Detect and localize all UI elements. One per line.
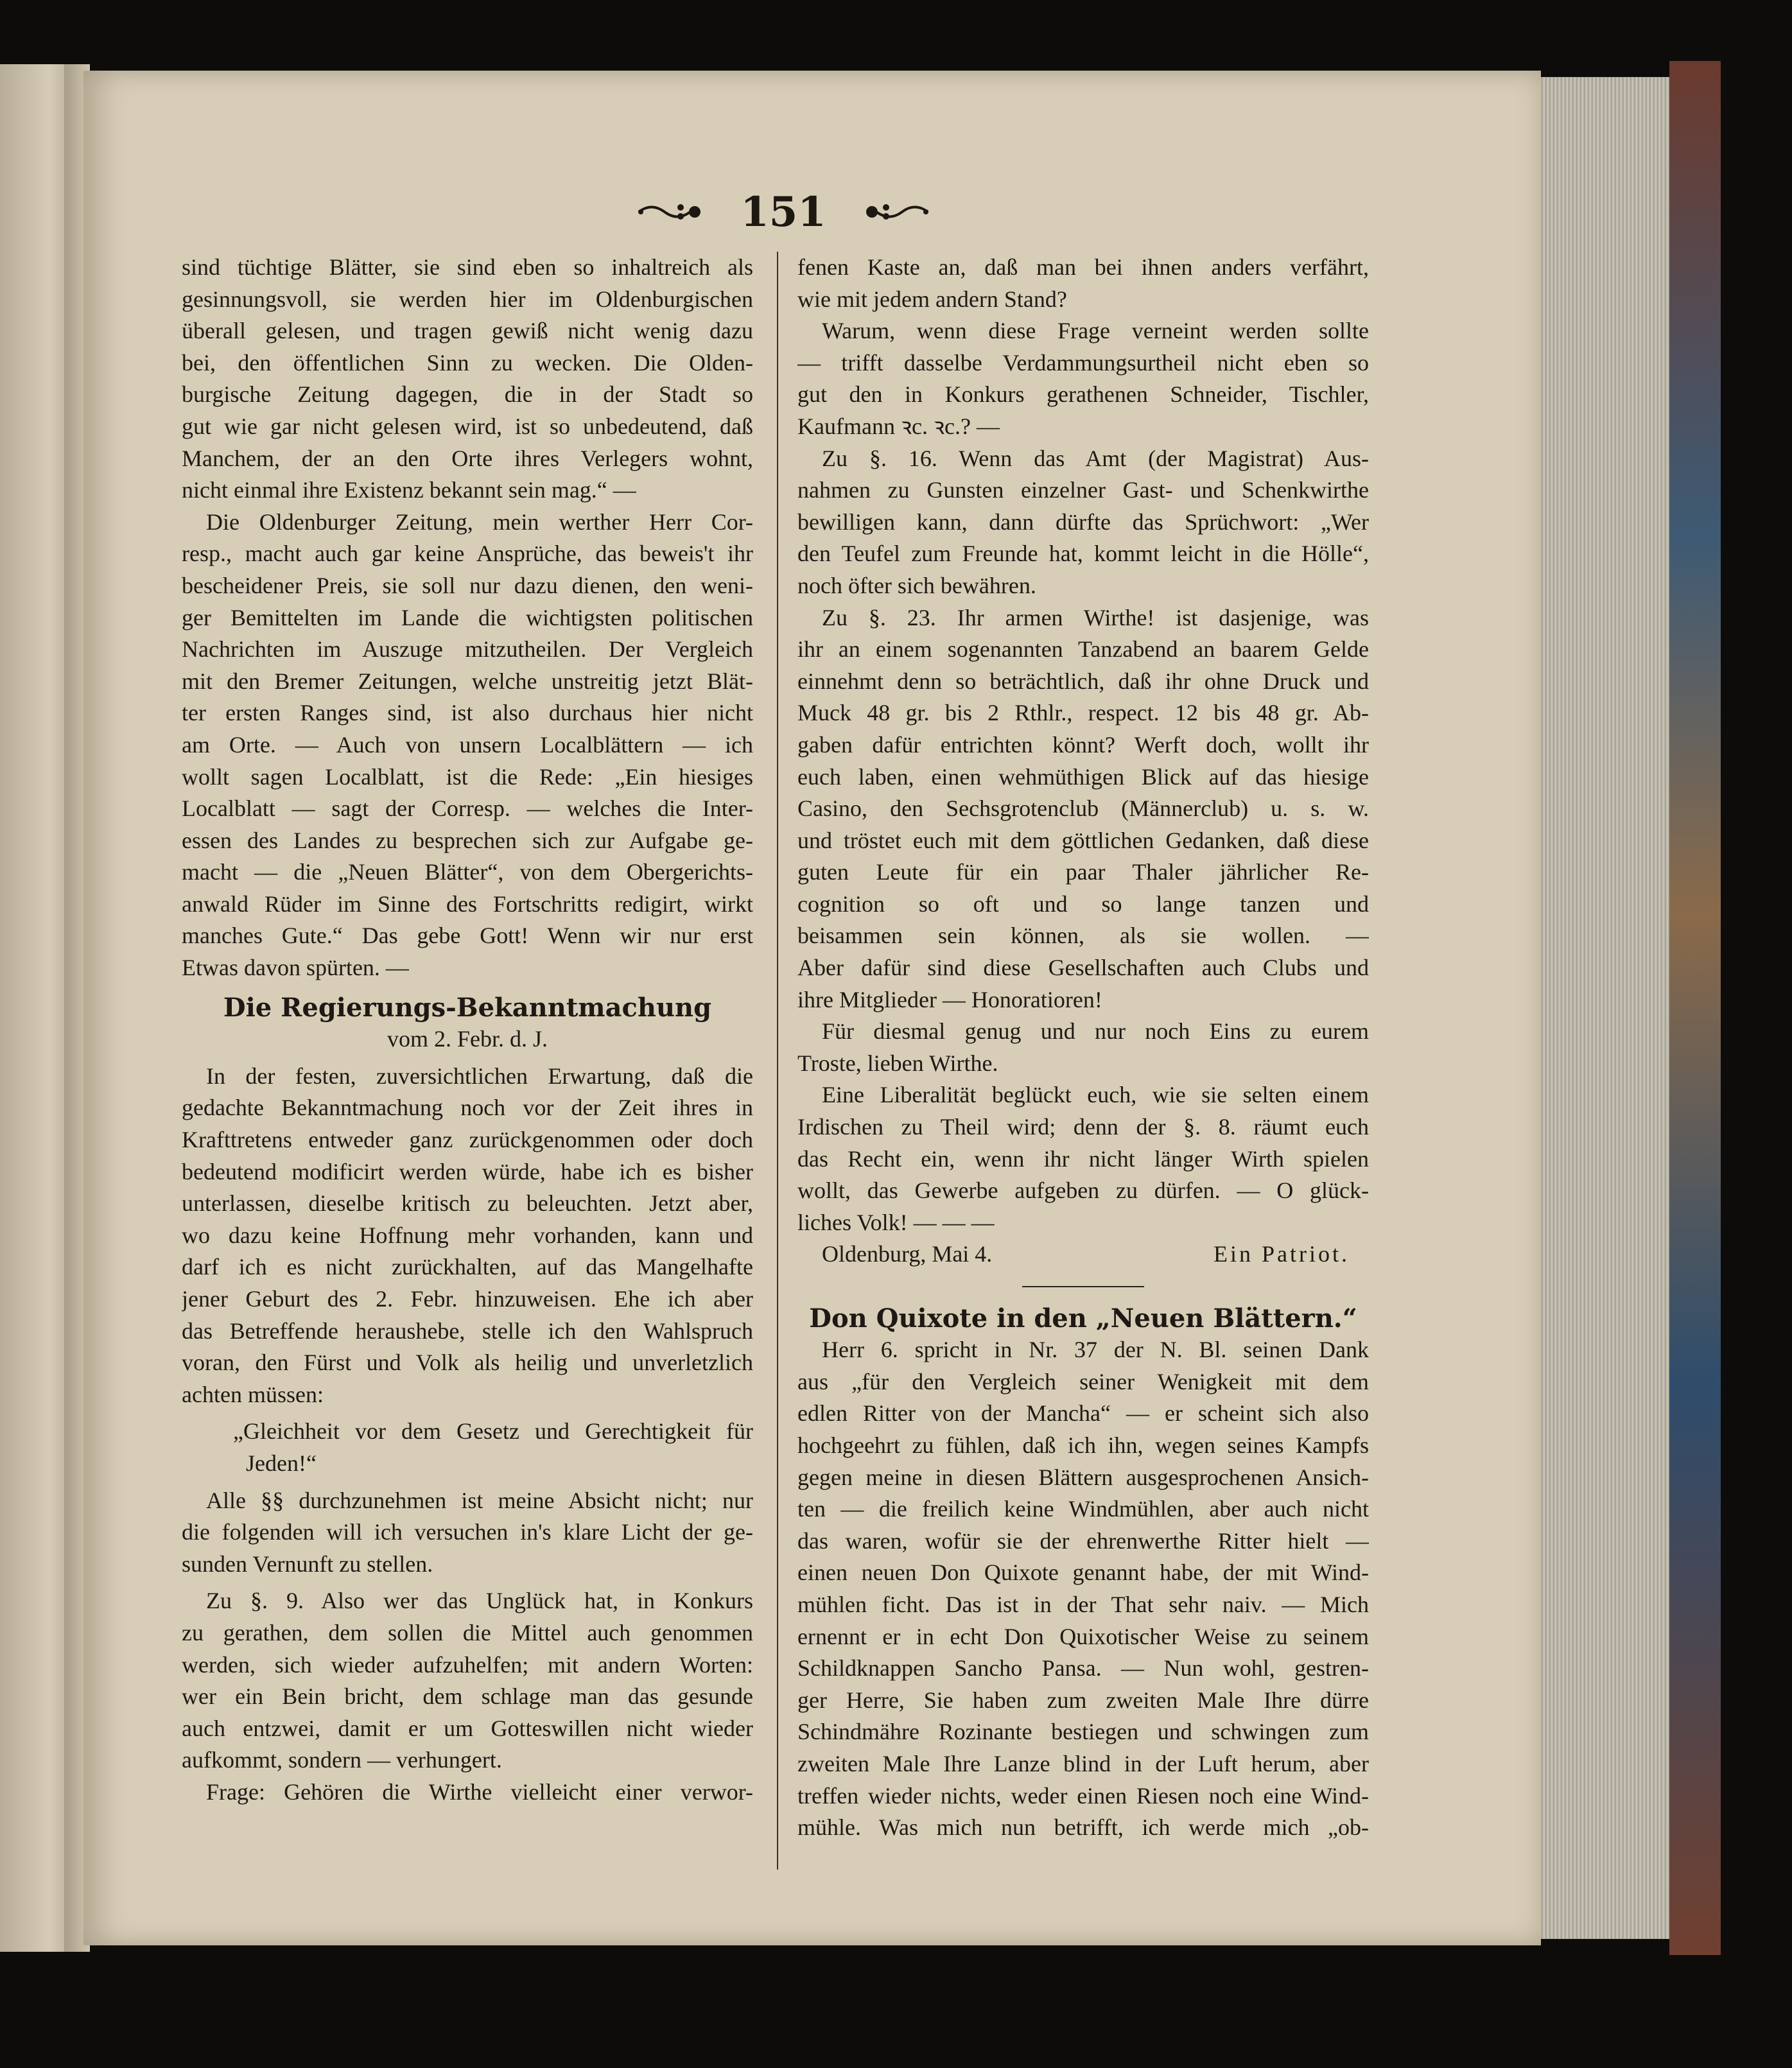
text-line: nahmen zu Gunsten einzelner Gast- und Schenkwirthe — [797, 477, 1369, 503]
text-line: werden, sich wieder aufzuhelfen; mit andern Worten: — [182, 1651, 753, 1678]
text-line: jener Geburt des 2. Febr. hinzuweisen. Ehe ich aber — [182, 1286, 753, 1312]
text-line: Nachrichten im Auszuge mitzutheilen. Der Vergleich — [182, 636, 753, 663]
text-line: Alle §§ durchzunehmen ist meine Absicht nicht; nur — [206, 1487, 753, 1513]
text-line: ten — die freilich keine Windmühlen, aber auch nicht — [797, 1496, 1369, 1522]
section-rule — [797, 1271, 1369, 1303]
text-line: cognition so oft und so lange tanzen und — [797, 891, 1369, 917]
text-line: gesinnungsvoll, sie werden hier im Oldenburgischen — [182, 286, 753, 312]
text-line: die folgenden will ich versuchen in's klare Licht der ge- — [182, 1519, 753, 1545]
text-line: Die Oldenburger Zeitung, mein werther Herr Cor- — [206, 508, 753, 535]
text-line: unterlassen, dieselbe kritisch zu beleuchten. Jetzt aber, — [182, 1190, 753, 1217]
text-line: aufkommt, sondern — verhungert. — [182, 1747, 502, 1773]
paragraph — [182, 252, 753, 507]
text-line: Zu §. 16. Wenn das Amt (der Magistrat) Aus- — [822, 445, 1369, 471]
text-line: fenen Kaste an, daß man bei ihnen anders verfährt, — [797, 254, 1369, 280]
paragraph — [797, 1334, 1369, 1844]
text-line: am Orte. — Auch von unsern Localblättern — ich — [182, 731, 753, 758]
text-line: Localblatt — sagt der Corresp. — welches die Inter- — [182, 795, 753, 822]
text-line: Irdischen zu Theil wird; denn der §. 8. räumt euch — [797, 1114, 1369, 1140]
text-line: einen neuen Don Quixote genannt habe, der mit Wind- — [797, 1560, 1369, 1586]
paragraph — [797, 252, 1369, 315]
text-line: den Teufel zum Freunde hat, kommt leicht in die Hölle“, — [797, 541, 1369, 567]
text-line: ger Bemittelten im Lande die wichtigsten politischen — [182, 604, 753, 630]
text-line: bescheidener Preis, sie soll nur dazu dienen, den weni- — [182, 572, 753, 598]
text-line: Manchem, der an den Orte ihres Verlegers wohnt, — [182, 445, 753, 471]
text-line: darf ich es nicht zurückhalten, auf das Mangelhafte — [182, 1254, 753, 1280]
text-line: das waren, wofür sie der ehrenwerthe Ritter hielt — — [797, 1527, 1369, 1554]
signature-author: Ein Patriot. — [1214, 1241, 1350, 1267]
text-line: — trifft dasselbe Verdammungsurtheil nicht eben so — [797, 349, 1369, 376]
text-line: bedeutend modificirt werden würde, habe ich es bisher — [182, 1158, 753, 1185]
text-line: ter ersten Ranges sind, ist also durchaus hier nicht — [182, 700, 753, 726]
paragraph — [182, 1585, 753, 1777]
text-line: hochgeehrt zu fühlen, daß ich ihn, wegen seines Kampfs — [797, 1432, 1369, 1458]
text-line: edlen Ritter von der Mancha“ — er scheint sich also — [797, 1400, 1369, 1427]
text-line: zu gerathen, dem sollen die Mittel auch genommen — [182, 1619, 753, 1646]
signature-place: Oldenburg, Mai 4. — [822, 1241, 993, 1267]
text-line: gaben dafür entrichten könnt? Werft doch, wollt ihr — [797, 731, 1369, 758]
text-line: Für diesmal genug und nur noch Eins zu eurem — [822, 1018, 1369, 1045]
text-line: Krafttretens entweder ganz zurückgenommen oder doch — [182, 1127, 753, 1153]
text-line: gut wie gar nicht gelesen wird, ist so unbedeutend, daß — [182, 413, 753, 439]
text-line: Zu §. 9. Also wer das Unglück hat, in Konkurs — [206, 1588, 753, 1614]
text-line: mühle. Was mich nun betrifft, ich werde mich „ob- — [797, 1814, 1369, 1841]
text-line: zweiten Male Ihre Lanze blind in der Luft herum, aber — [797, 1750, 1369, 1777]
paragraph — [182, 507, 753, 984]
text-line: und tröstet euch mit dem göttlichen Gedanken, daß diese — [797, 827, 1369, 853]
text-line: bewilligen kann, dann dürfte das Sprüchwort: „Wer — [797, 508, 1369, 535]
text-line: überall gelesen, und tragen gewiß nicht wenig dazu — [182, 318, 753, 344]
text-line: „Gleichheit vor dem Gesetz und Gerechtigkeit für — [233, 1418, 753, 1445]
text-line: ernennt er in echt Don Quixotischer Weise zu seinem — [797, 1623, 1369, 1649]
paragraph — [182, 1061, 753, 1411]
text-line: manches Gute.“ Das gebe Gott! Wenn wir nur erst — [182, 923, 753, 949]
text-line: Frage: Gehören die Wirthe vielleicht einer verwor- — [206, 1778, 753, 1805]
paragraph — [797, 443, 1369, 602]
left-ornament-icon — [636, 196, 706, 228]
text-line: voran, den Fürst und Volk als heilig und unverletzlich — [182, 1350, 753, 1376]
text-line: treffen wieder nichts, weder einen Riesen noch eine Wind- — [797, 1782, 1369, 1809]
article-heading: Don Quixote in den „Neuen Blättern.“ — [809, 1303, 1357, 1334]
text-line: Schindmähre Rozinante bestiegen und schwingen zum — [797, 1719, 1369, 1745]
text-line: sunden Vernunft zu stellen. — [182, 1551, 433, 1577]
text-line: gedachte Bekanntmachung noch vor der Zeit ihres in — [182, 1095, 753, 1121]
text-line: sind tüchtige Blätter, sie sind eben so inhaltreich als — [182, 254, 753, 280]
text-line: Herr 6. spricht in Nr. 37 der N. Bl. seinen Dank — [822, 1337, 1369, 1363]
text-line: Zu §. 23. Ihr armen Wirthe! ist dasjenige, was — [822, 604, 1369, 630]
text-line: wie mit jedem andern Stand? — [797, 286, 1067, 312]
text-line: noch öfter sich bewähren. — [797, 572, 1036, 598]
text-line: Schildknappen Sancho Pansa. — Nun wohl, gestren- — [797, 1655, 1369, 1681]
text-line: macht — die „Neuen Blätter“, von dem Obergerichts- — [182, 859, 753, 885]
text-line: Eine Liberalität beglückt euch, wie sie selten einem — [822, 1082, 1369, 1108]
text-line: auch entzwei, damit er um Gotteswillen nicht wieder — [182, 1715, 753, 1741]
text-line: Aber dafür sind diese Gesellschaften auch Clubs und — [797, 955, 1369, 981]
text-line: ihr an einem sogenannten Tanzabend an baarem Gelde — [797, 636, 1369, 663]
text-line: wer ein Bein bricht, dem schlage man das gesunde — [182, 1683, 753, 1710]
page-block-edges — [1535, 77, 1682, 1939]
article-heading: Die Regierungs-Bekanntmachung — [223, 992, 712, 1023]
text-line: Jeden!“ — [246, 1450, 317, 1476]
text-line: bei, den öffentlichen Sinn zu wecken. Die Olden- — [182, 349, 753, 376]
text-line: nicht einmal ihre Existenz bekannt sein mag.“ — — [182, 477, 636, 503]
page-header — [636, 186, 931, 238]
article-subheading: vom 2. Febr. d. J. — [387, 1026, 548, 1052]
right-ornament-icon — [860, 196, 931, 228]
text-line: wo dazu keine Hoffnung mehr vorhanden, kann und — [182, 1222, 753, 1248]
text-line: das Betreffende heraushebe, stelle ich den Wahlspruch — [182, 1317, 753, 1344]
text-line: aus „für den Vergleich seiner Wenigkeit mit dem — [797, 1368, 1369, 1395]
text-line: mühlen ficht. Das ist in der That sehr naiv. — Mich — [797, 1591, 1369, 1617]
page-number: 151 — [740, 187, 826, 236]
text-line: anwald Rüder im Sinne des Fortschritts redigirt, wirkt — [182, 891, 753, 917]
text-line: achten müssen: — [182, 1381, 324, 1407]
column-divider — [777, 252, 778, 1870]
text-line: Etwas davon spürten. — — [182, 955, 409, 981]
text-line: resp., macht auch gar keine Ansprüche, das beweis't ihr — [182, 541, 753, 567]
left-column — [182, 252, 753, 1809]
text-line: einnehmt denn so beträchtlich, daß ihr ohne Druck und — [797, 668, 1369, 694]
text-line: In der festen, zuversichtlichen Erwartung, daß die — [206, 1063, 753, 1089]
text-line: wollt, das Gewerbe aufgeben zu dürfen. — O glück- — [797, 1177, 1369, 1204]
paragraph — [182, 1777, 753, 1809]
text-line: gut den in Konkurs gerathenen Schneider, Tischler, — [797, 381, 1369, 408]
text-line: wollt sagen Localblatt, ist die Rede: „Ein hiesiges — [182, 763, 753, 790]
text-line: Troste, lieben Wirthe. — [797, 1050, 998, 1076]
quote-block — [182, 1416, 753, 1479]
signature-line — [797, 1238, 1369, 1271]
right-column — [797, 252, 1369, 1844]
text-line: euch laben, einen wehmüthigen Blick auf das hiesige — [797, 763, 1369, 790]
text-line: beisammen sein können, als sie wollen. — — [797, 923, 1369, 949]
paragraph — [797, 1016, 1369, 1079]
text-line: Casino, den Sechsgrotenclub (Männerclub) u. s. w. — [797, 795, 1369, 822]
text-line: ihre Mitglieder — Honoratioren! — [797, 986, 1102, 1012]
text-line: ger Herre, Sie haben zum zweiten Male Ihre dürre — [797, 1687, 1369, 1713]
text-line: Warum, wenn diese Frage verneint werden sollte — [822, 318, 1369, 344]
text-line: Muck 48 gr. bis 2 Rthlr., respect. 12 bis 48 gr. Ab- — [797, 700, 1369, 726]
text-line: guten Leute für ein paar Thaler jährlicher Re- — [797, 859, 1369, 885]
text-line: Kaufmann ꝛc. ꝛc.? — — [797, 413, 1000, 439]
text-line: gegen meine in diesen Blättern ausgesprochenen Ansich- — [797, 1464, 1369, 1490]
left-page-edge — [0, 64, 71, 1952]
text-line: liches Volk! — — — — [797, 1209, 995, 1235]
paragraph — [797, 315, 1369, 442]
marbled-cover-edge — [1669, 61, 1721, 1955]
text-line: burgische Zeitung dagegen, die in der Stadt so — [182, 381, 753, 408]
text-line: mit den Bremer Zeitungen, welche unstreitig jetzt Blät- — [182, 668, 753, 694]
paragraph — [797, 1079, 1369, 1238]
text-line: das Recht ein, wenn ihr nicht länger Wirth spielen — [797, 1145, 1369, 1172]
paragraph — [182, 1485, 753, 1581]
paragraph — [797, 602, 1369, 1016]
text-line: essen des Landes zu besprechen sich zur Aufgabe ge- — [182, 827, 753, 853]
